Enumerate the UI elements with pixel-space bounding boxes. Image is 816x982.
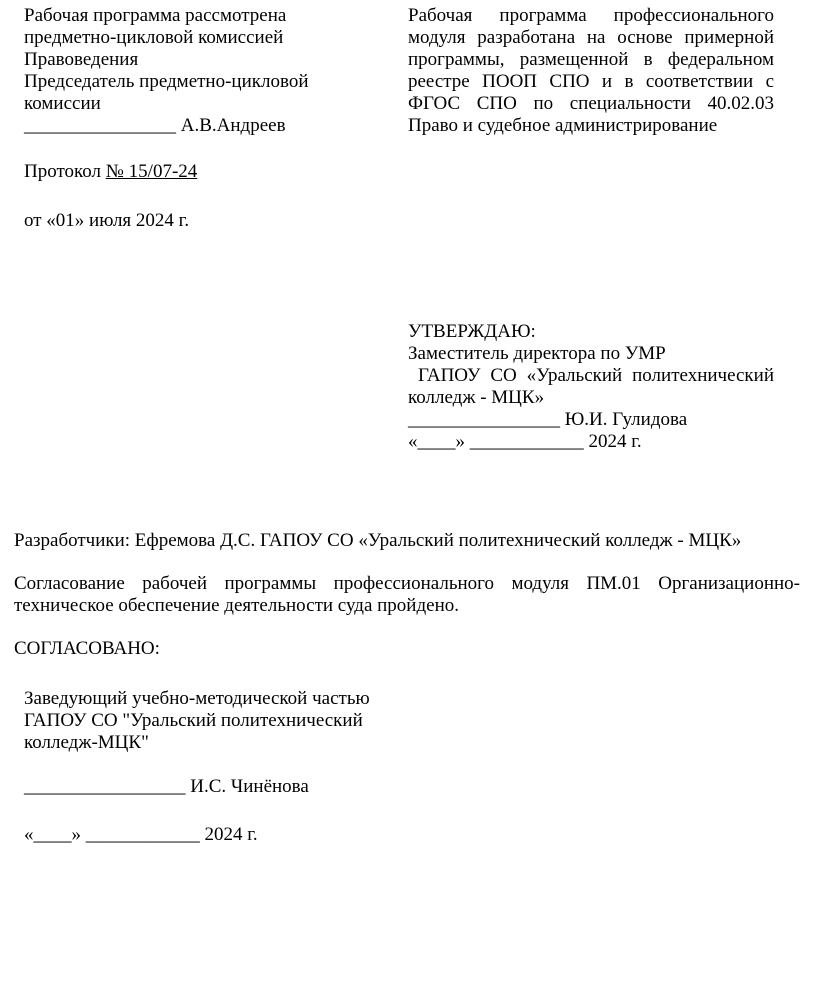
commission-review-line: Рабочая программа рассмотрена [24,5,287,26]
commission-review-line: предметно-цикловой комиссией [24,27,284,48]
approval-title: УТВЕРЖДАЮ: [408,321,536,342]
program-basis-line: реестре ПООП СПО и в соответствии с [408,71,774,92]
protocol-date: от «01» июля 2024 г. [24,210,190,231]
head-approval-block [24,688,424,754]
program-basis-line: Право и судебное администрирование [408,115,718,136]
agreed-title: СОГЛАСОВАНО: [14,638,160,659]
approval-line: колледж - МЦК» [408,387,545,408]
developers-line: Разработчики: Ефремова Д.С. ГАПОУ СО «Уральский политехнический колледж - МЦК» [14,530,742,551]
commission-review-block [24,5,384,137]
protocol-prefix: Протокол [24,161,106,182]
head-signature-line: _________________ И.С. Чинёнова [24,776,309,797]
commission-review-line: Председатель предметно-цикловой [24,71,309,92]
approval-signature-line: ________________ Ю.И. Гулидова [408,409,688,430]
head-position-line: Заведующий учебно-методической частью [24,688,370,709]
approval-line: ГАПОУ СО «Уральский политехнический [408,365,774,386]
commission-review-line: комиссии [24,93,101,114]
agreement-line: Согласование рабочей программы профессионального модуля ПМ.01 Организационно- [14,573,800,594]
head-position-line: ГАПОУ СО "Уральский политехнический [24,710,363,731]
program-basis-line: программы, размещенной в федеральном [408,49,774,70]
agreement-paragraph [14,573,800,617]
approval-date-line: «____» ____________ 2024 г. [408,431,642,452]
approval-line: Заместитель директора по УМР [408,343,666,364]
program-basis-block [408,5,774,137]
head-position-line: колледж-МЦК" [24,732,149,753]
chairman-signature-line: ________________ А.В.Андреев [24,115,286,136]
commission-review-line: Правоведения [24,49,139,70]
program-basis-line: Рабочая программа профессионального [408,5,774,26]
program-basis-line: ФГОС СПО по специальности 40.02.03 [408,93,774,114]
program-basis-line: модуля разработана на основе примерной [408,27,774,48]
head-date-line: «____» ____________ 2024 г. [24,824,258,845]
protocol-number [24,161,197,183]
approval-block [408,321,774,453]
agreement-line: техническое обеспечение деятельности суда пройдено. [14,595,459,616]
protocol-number-value: № 15/07-24 [105,161,198,182]
